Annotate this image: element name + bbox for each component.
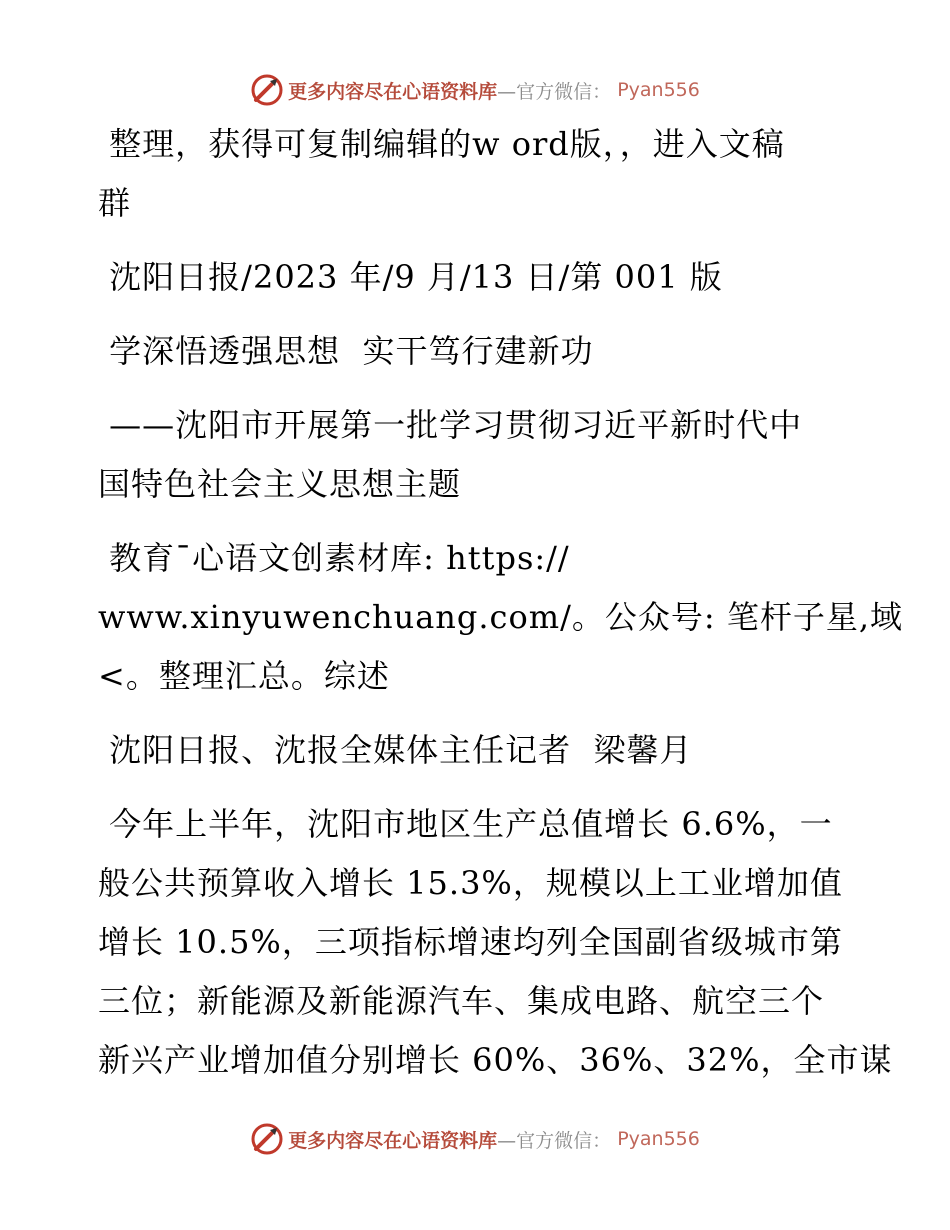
watermark-dash-text: —官方微信： <box>497 80 612 103</box>
watermark-footer <box>0 1122 950 1156</box>
watermark-dash-text: —官方微信： <box>497 1129 612 1152</box>
text-line: 教育¯心语文创素材库: https:// <box>98 539 570 577</box>
text-line: 三位；新能源及新能源汽车、集成电路、航空三个 <box>98 982 825 1020</box>
pen-logo-icon <box>250 1122 284 1156</box>
text-line: 沈阳日报、沈报全媒体主任记者 梁馨月 <box>98 731 693 769</box>
text-line: 整理，获得可复制编辑的w ord版，，进入文稿 <box>98 125 785 163</box>
watermark-main-text: 更多内容尽在心语资料库 <box>288 80 498 103</box>
text-line: <。整理汇总。综述 <box>98 657 390 695</box>
watermark-main-text: 更多内容尽在心语资料库 <box>288 1129 498 1152</box>
text-line: 增长 10.5%，三项指标增速均列全国副省级城市第 <box>98 923 843 961</box>
watermark-id: Pyan556 <box>617 1128 700 1150</box>
text-line: 群 <box>98 184 132 222</box>
text-line: ——沈阳市开展第一批学习贯彻习近平新时代中 <box>98 406 803 444</box>
text-line: 国特色社会主义思想主题 <box>98 465 462 503</box>
text-line: 般公共预算收入增长 15.3%，规模以上工业增加值 <box>98 864 843 902</box>
watermark-id: Pyan556 <box>617 79 700 101</box>
text-line: 沈阳日报/2023 年/9 月/13 日/第 001 版 <box>98 258 723 296</box>
text-line: www.xinyuwenchuang.com/。公众号: 笔杆子星,域 <box>98 598 903 636</box>
text-line: 今年上半年，沈阳市地区生产总值增长 6.6%，一 <box>98 805 833 843</box>
text-line: 新兴产业增加值分别增长 60%、36%、32%，全市谋 <box>98 1041 893 1079</box>
text-line: 学深悟透强思想 实干笃行建新功 <box>98 332 594 370</box>
